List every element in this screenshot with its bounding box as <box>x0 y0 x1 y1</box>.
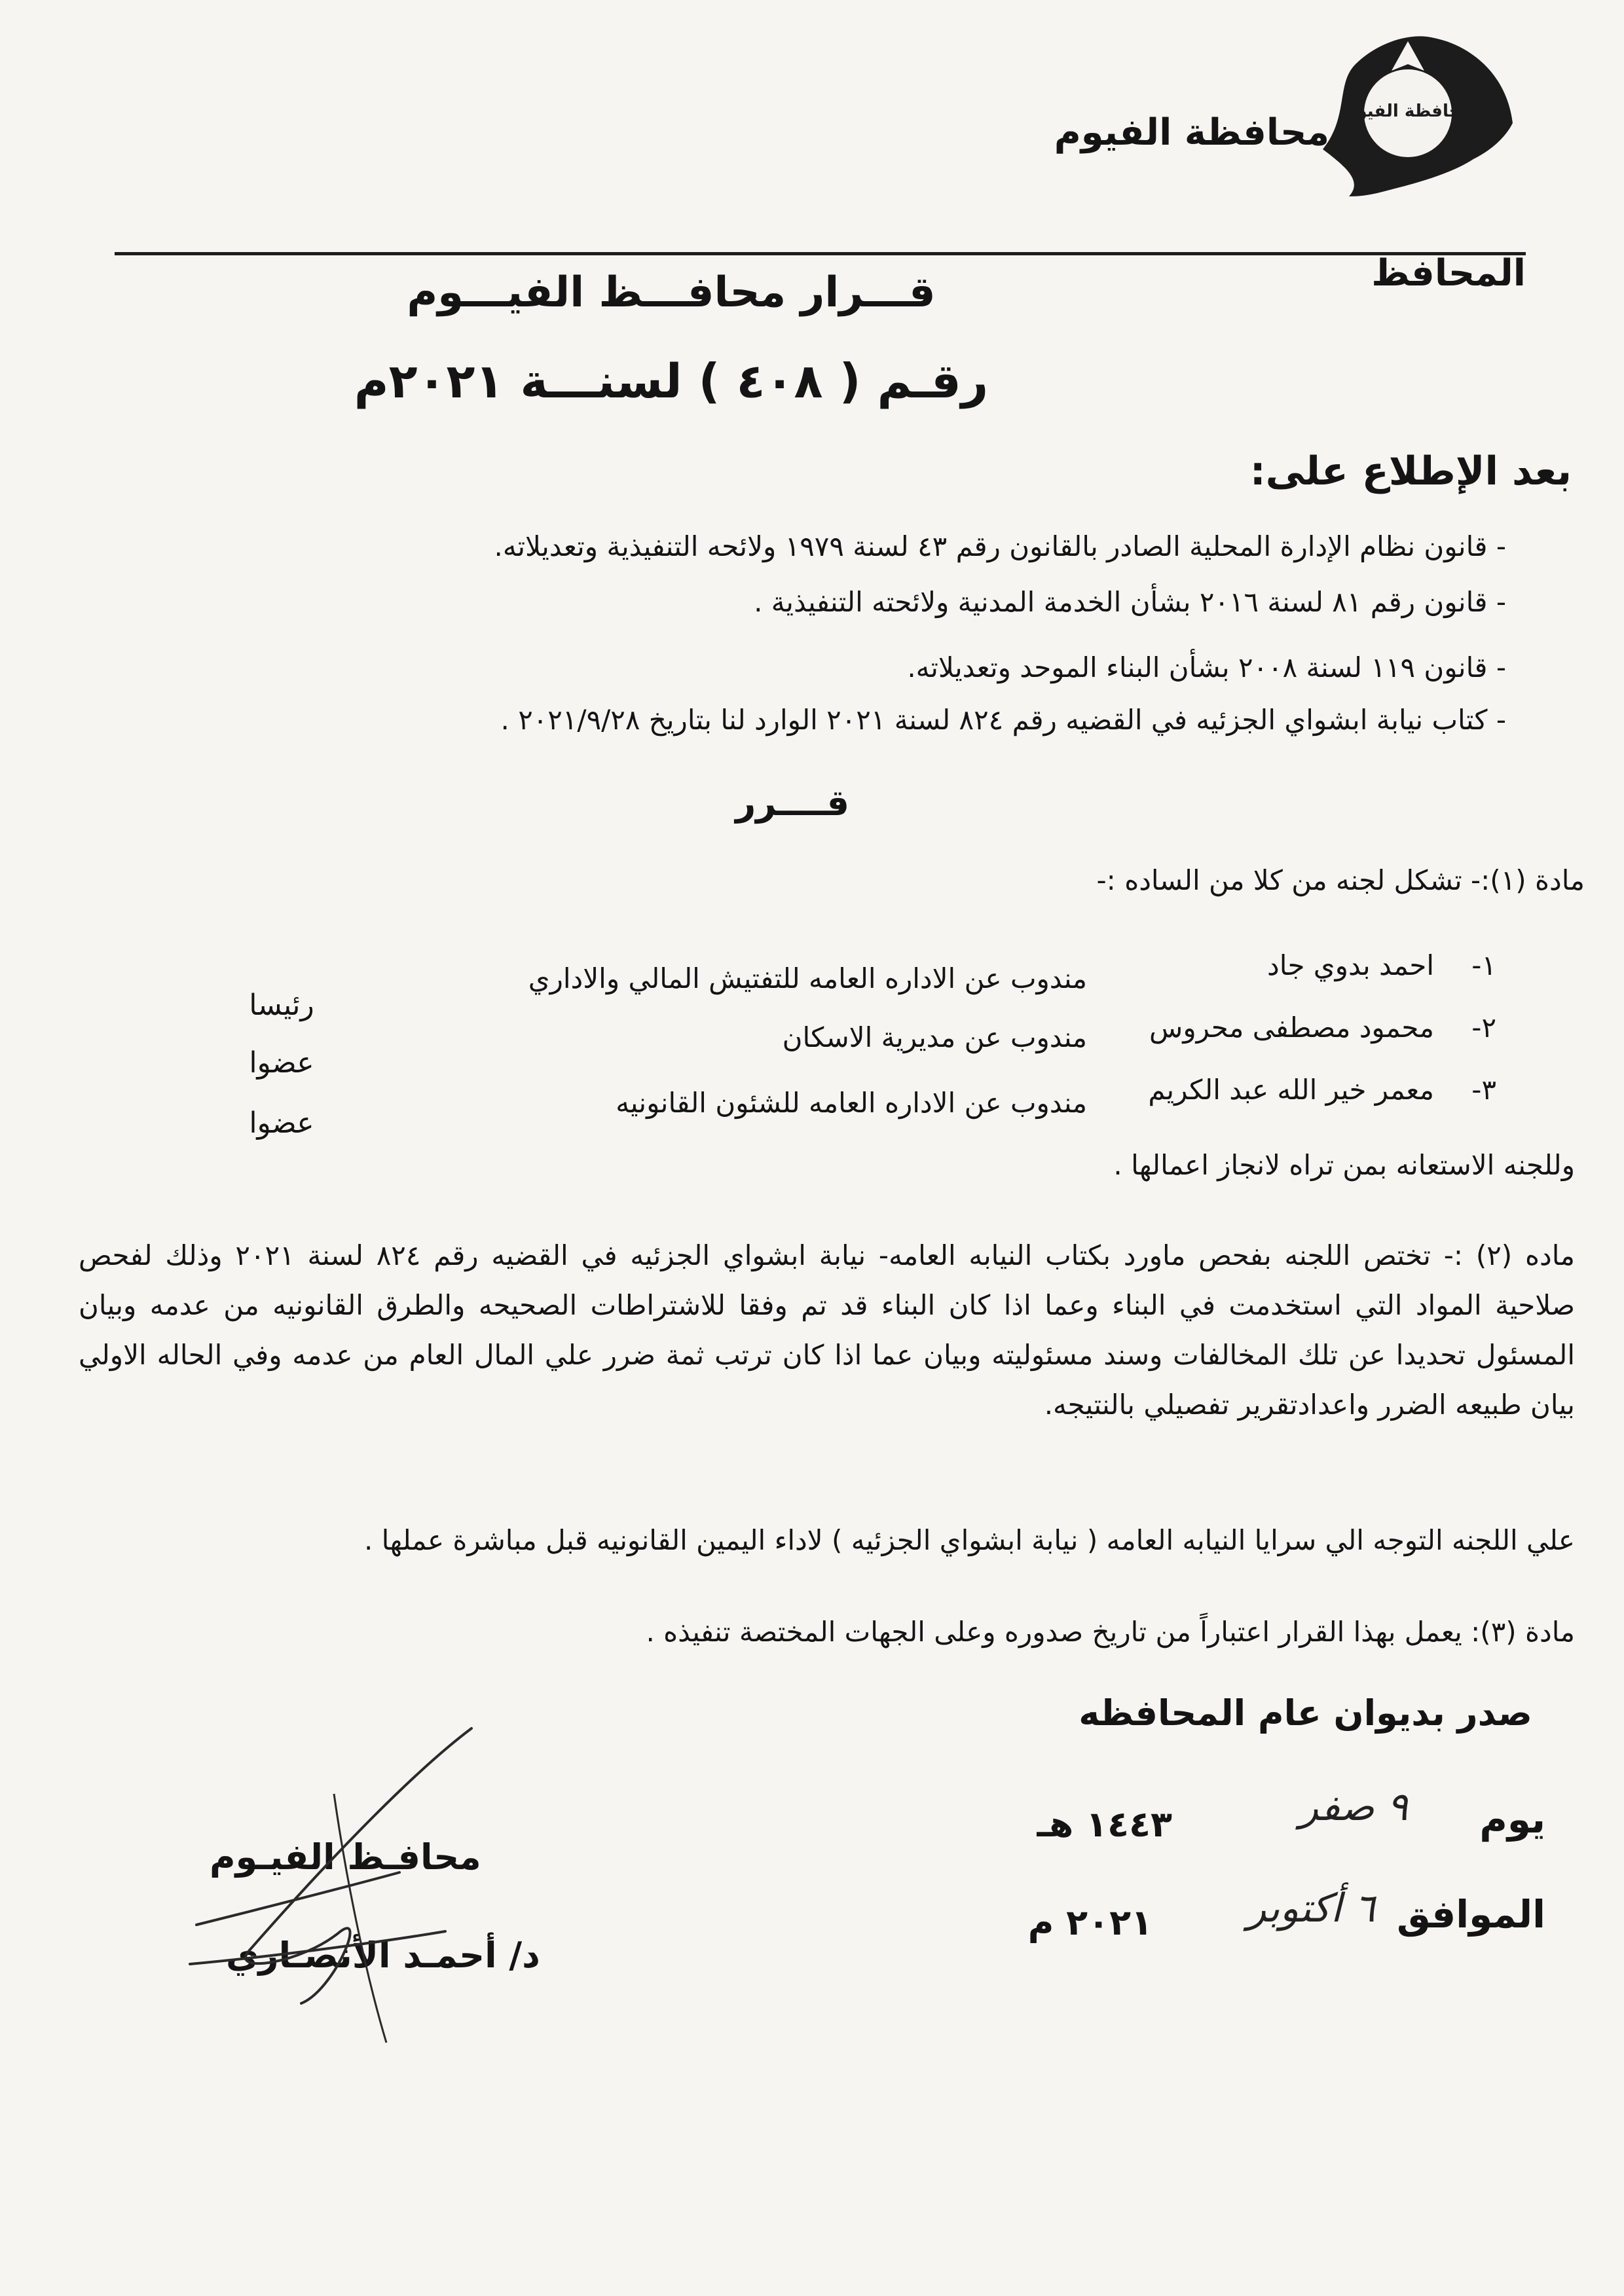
hijri-date-handwritten: ٩ صفر <box>1299 1784 1408 1830</box>
member-number: ٢- <box>1471 1011 1496 1044</box>
recital-item: - قانون نظام الإدارة المحلية الصادر بالقانون رقم ٤٣ لسنة ١٩٧٩ ولائحه التنفيذية وتعديلاته. <box>494 530 1506 562</box>
member-position: رئيسا <box>249 989 314 1022</box>
article-2-text: ماده (٢) :- تختص اللجنه بفحص ماورد بكتاب النيابه العامه- نيابة ابشواي الجزئيه في القضيه رقم ٨٢٤ لسنة ٢٠٢١ وذلك لفحص صلاحية المواد التي استخدمت في البناء وعما اذا كان البناء قد تم وفقا للاشتراطات الصحيحه والطرق القانونيه من عدمه وبيان المسئول تحديدا عن تلك المخالفات وسند مسئوليته وبيان عما اذا كان ترتب ثمة ضرر علي المال العام من عدمه وفي الحاله الاولي بيان طبيعه الضرر واعدادتقرير تفصيلي بالنتيجه. <box>79 1239 1575 1421</box>
recital-item: - كتاب نيابة ابشواي الجزئيه في القضيه رقم ٨٢٤ لسنة ٢٠٢١ الوارد لنا بتاريخ ٢٠٢١/٩/٢٨ . <box>500 704 1506 736</box>
member-name: احمد بدوي جاد <box>1266 949 1434 981</box>
recitals-heading: بعد الإطلاع على: <box>1249 448 1572 494</box>
gregorian-label: الموافق <box>1396 1892 1545 1937</box>
office-label: المحافظ <box>1371 252 1526 295</box>
article-2-oath: علي اللجنه التوجه الي سرايا النيابه العامه ( نيابة ابشواي الجزئيه ) لاداء اليمين القانونيه قبل مباشرة عملها . <box>363 1524 1575 1556</box>
member-name: محمود مصطفى محروس <box>1149 1011 1434 1044</box>
gregorian-year: ٢٠٢١ م <box>1027 1902 1153 1943</box>
day-label: يوم <box>1479 1797 1545 1842</box>
handwritten-signature-icon <box>170 1715 511 2056</box>
issued-at: صدر بديوان عام المحافظه <box>1079 1692 1532 1734</box>
hijri-year: ١٤٤٣ هـ <box>1037 1804 1172 1845</box>
decree-title: قـــرار محافـــظ الفيـــوم <box>407 268 936 317</box>
header-rule <box>115 252 1526 255</box>
article-3-text: مادة (٣): يعمل بهذا القرار اعتباراً من تاريخ صدوره وعلى الجهات المختصة تنفيذه . <box>646 1616 1575 1648</box>
gregorian-date-handwritten: ٦ أكتوبر <box>1247 1886 1375 1931</box>
governorate-emblem-icon <box>1310 25 1526 202</box>
decided-label: قــــرر <box>735 782 849 824</box>
member-name: معمر خير الله عبد الكريم <box>1148 1074 1434 1106</box>
member-role: مندوب عن الاداره العامه للتفتيش المالي والاداري <box>528 962 1087 994</box>
signatory-name: د/ أحمـد الأنصـاري <box>226 1935 540 1976</box>
member-number: ١- <box>1471 949 1496 981</box>
committee-note: وللجنه الاستعانه بمن تراه لانجاز اعمالها . <box>1113 1149 1575 1181</box>
signatory-title: محافـظ الفيـوم <box>210 1836 481 1878</box>
governorate-name: محافظة الفيوم <box>1054 111 1329 154</box>
member-role: مندوب عن مديرية الاسكان <box>782 1021 1087 1053</box>
recital-item: - قانون ١١٩ لسنة ٢٠٠٨ بشأن البناء الموحد وتعديلاته. <box>907 651 1506 683</box>
member-position: عضوا <box>249 1106 314 1140</box>
member-position: عضوا <box>249 1046 314 1080</box>
decree-number: رقـم ( ٤٠٨ ) لسنـــة ٢٠٢١م <box>354 354 989 409</box>
recital-item: - قانون رقم ٨١ لسنة ٢٠١٦ بشأن الخدمة المدنية ولائحته التنفيذية . <box>754 586 1506 618</box>
article-1-heading: مادة (١):- تشكل لجنه من كلا من الساده :- <box>1096 864 1585 896</box>
member-number: ٣- <box>1471 1074 1496 1106</box>
member-role: مندوب عن الاداره العامه للشئون القانونيه <box>616 1087 1087 1119</box>
emblem-text: محافظة الفيوم <box>1344 101 1472 121</box>
